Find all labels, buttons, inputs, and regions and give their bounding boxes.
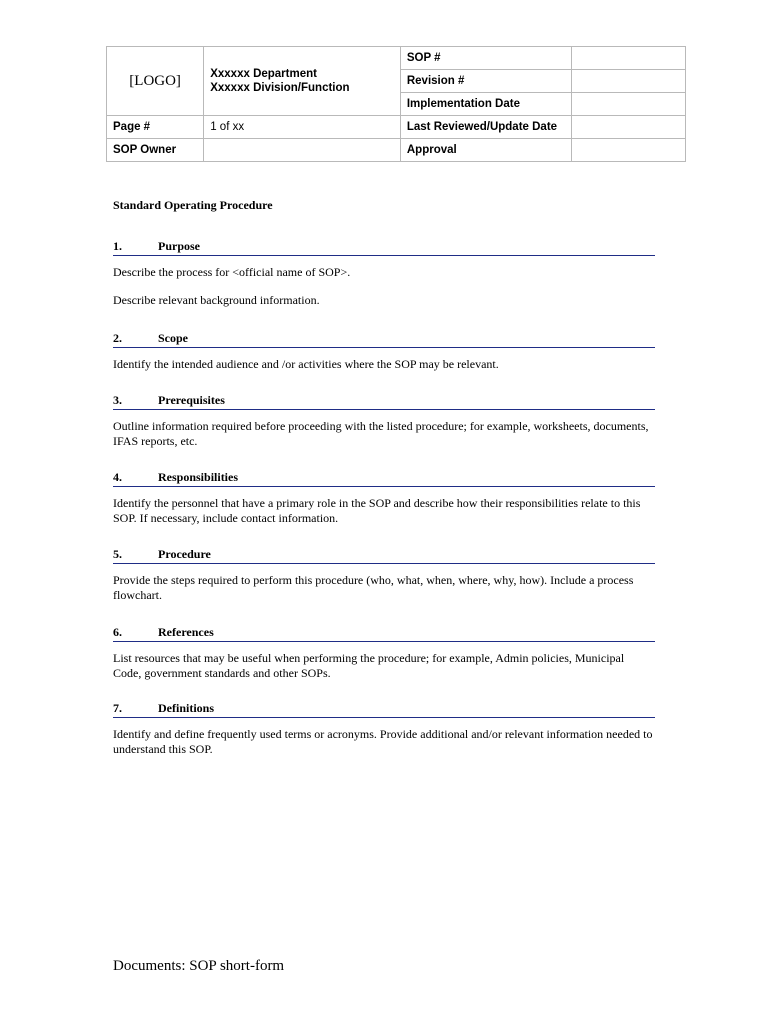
approval-value [572, 139, 686, 162]
section-number: 5. [113, 547, 122, 561]
section-paragraph: Describe the process for <official name of SOP>. [113, 265, 351, 279]
section-prerequisites [113, 393, 655, 449]
section-number: 6. [113, 625, 122, 639]
section-heading [113, 470, 655, 487]
section-procedure [113, 547, 655, 603]
document-title: Standard Operating Procedure [113, 198, 273, 212]
sop-number-value [572, 47, 686, 70]
section-number: 3. [113, 393, 122, 407]
section-number: 7. [113, 701, 122, 715]
page-number-value: 1 of xx [204, 116, 401, 139]
sop-owner-value [204, 139, 401, 162]
section-paragraph: Identify and define frequently used terms or acronyms. Provide additional and/or relevant information needed to understand this SOP. [113, 727, 653, 756]
document-footer: Documents: SOP short-form [113, 958, 285, 974]
section-paragraph: List resources that may be useful when performing the procedure; for example, Admin policies, Municipal Code, government standards and other SOPs. [113, 651, 625, 680]
sop-number-label: SOP # [400, 47, 572, 70]
page-number-label: Page # [107, 116, 204, 139]
section-responsibilities [113, 470, 655, 526]
section-paragraph: Identify the intended audience and /or activities where the SOP may be relevant. [113, 357, 499, 371]
section-title: References [158, 625, 214, 639]
revision-label: Revision # [400, 70, 572, 93]
last-reviewed-value [572, 116, 686, 139]
department-name: Xxxxxx Department [210, 68, 317, 80]
section-title: Scope [158, 331, 188, 345]
logo-placeholder: [LOGO] [107, 47, 204, 116]
section-number: 4. [113, 470, 122, 484]
section-title: Procedure [158, 547, 211, 561]
division-name: Xxxxxx Division/Function [210, 82, 350, 94]
section-heading [113, 701, 655, 718]
section-heading [113, 239, 655, 256]
section-number: 1. [113, 239, 122, 253]
sop-header-table [106, 46, 686, 162]
approval-label: Approval [400, 139, 572, 162]
section-paragraph: Identify the personnel that have a primary role in the SOP and describe how their responsibilities relate to this SOP. If necessary, include contact information. [113, 496, 641, 525]
section-title: Prerequisites [158, 393, 225, 407]
sop-owner-label: SOP Owner [107, 139, 204, 162]
section-title: Purpose [158, 239, 200, 253]
section-heading [113, 331, 655, 348]
implementation-date-value [572, 93, 686, 116]
implementation-date-label: Implementation Date [400, 93, 572, 116]
section-title: Definitions [158, 701, 215, 715]
section-heading [113, 547, 655, 564]
section-paragraph: Provide the steps required to perform this procedure (who, what, when, where, why, how). Include a process flowchart. [113, 573, 634, 602]
section-paragraph: Describe relevant background information. [113, 293, 320, 307]
department-cell [204, 47, 401, 116]
section-number: 2. [113, 331, 122, 345]
section-purpose [113, 239, 655, 308]
section-references [113, 625, 655, 681]
section-scope [113, 331, 655, 372]
revision-value [572, 70, 686, 93]
section-definitions [113, 701, 655, 757]
section-heading [113, 393, 655, 410]
section-heading [113, 625, 655, 642]
section-paragraph: Outline information required before proceeding with the listed procedure; for example, worksheets, documents, IFAS reports, etc. [113, 419, 649, 448]
last-reviewed-label: Last Reviewed/Update Date [400, 116, 572, 139]
section-title: Responsibilities [158, 470, 239, 484]
